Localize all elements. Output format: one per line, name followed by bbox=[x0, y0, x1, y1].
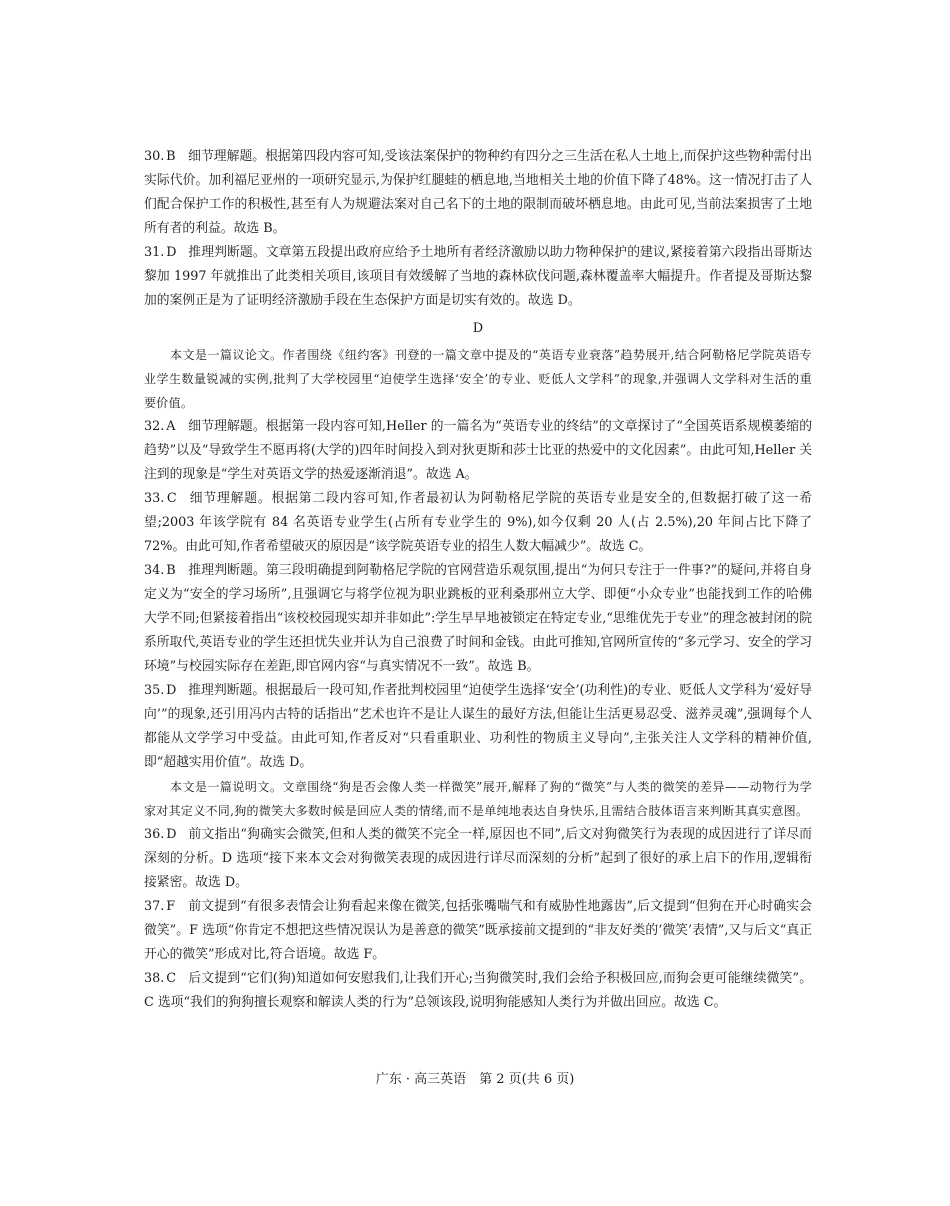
item-answer: D bbox=[166, 245, 177, 260]
item-number: 37. bbox=[144, 899, 165, 914]
item-answer: B bbox=[166, 563, 176, 578]
item-answer: D bbox=[166, 827, 177, 842]
item-number: 36. bbox=[144, 827, 165, 842]
section-d-heading: D bbox=[472, 321, 484, 336]
item-explanation: 推理判断题。文章第五段提出政府应给予土地所有者经济激励以助力物种保护的建议,紧接着第六段指出哥斯达黎加 1997 年就推出了此类相关项目,该项目有效缓解了当地的森林砍伐问题,森林覆盖率大幅提升。作者提及哥斯达黎加的案例正是为了证明经济激励手段在生态保护方面是切实有效的。故选 D。 bbox=[144, 245, 812, 308]
item-answer: A bbox=[166, 419, 176, 434]
answer-item-30 bbox=[144, 145, 812, 241]
item-explanation: 细节理解题。根据第一段内容可知,Heller 的一篇名为“英语专业的终结”的文章探讨了“全国英语系规模萎缩的趋势”以及“导致学生不愿再将(大学的)四年时间投入到对狄更斯和莎士比亚的热爱中的文化因素”。由此可知,Heller 关注到的现象是“学生对英语文学的热爱逐渐消退”。故选 A。 bbox=[144, 419, 812, 482]
answer-item-36 bbox=[144, 823, 812, 895]
section-7-intro: 本文是一篇说明文。文章围绕“狗是否会像人类一样微笑”展开,解释了狗的“微笑”与人类的微笑的差异——动物行为学家对其定义不同,狗的微笑大多数时候是回应人类的情绪,而不是单纯地表达自身快乐,且需结合肢体语言来判断其真实意图。 bbox=[144, 780, 812, 818]
item-explanation: 前文提到“有很多表情会让狗看起来像在微笑,包括张嘴喘气和有威胁性地露齿”,后文提到“但狗在开心时确实会微笑”。F 选项“你肯定不想把这些情况误认为是善意的微笑”既承接前文提到的“非友好类的‘微笑’表情”,又与后文“真正开心的微笑”形成对比,符合语境。故选 F。 bbox=[144, 899, 812, 962]
section-d-intro: 本文是一篇议论文。作者围绕《纽约客》刊登的一篇文章中提及的“英语专业衰落”趋势展开,结合阿勒格尼学院英语专业学生数量锐减的实例,批判了大学校园里“迫使学生选择‘安全’的专业、贬低人文学科”的现象,并强调人文学科对生活的重要价值。 bbox=[144, 348, 812, 410]
item-answer: B bbox=[166, 149, 176, 164]
item-number: 32. bbox=[144, 419, 165, 434]
answer-item-31 bbox=[144, 241, 812, 313]
answer-item-32 bbox=[144, 415, 812, 487]
answer-item-34 bbox=[144, 559, 812, 679]
answer-item-37 bbox=[144, 895, 812, 967]
item-number: 35. bbox=[144, 683, 165, 698]
item-number: 34. bbox=[144, 563, 165, 578]
item-number: 30. bbox=[144, 149, 165, 164]
item-explanation: 推理判断题。第三段明确提到阿勒格尼学院的官网营造乐观氛围,提出“为何只专注于一件事?”的疑问,并将自身定义为“安全的学习场所”,且强调它与将学位视为职业跳板的亚利桑那州立大学、即便“小众专业”也能找到工作的哈佛大学不同;但紧接着指出“该校校园现实却并非如此”:学生早早地被锁定在特定专业,“思维优先于专业”的理念被封闭的院系所取代,英语专业的学生还担忧失业并认为自己浪费了时间和金钱。由此可推知,官网所宣传的“多元学习、安全的学习环境”与校园实际存在差距,即官网内容“与真实情况不一致”。故选 B。 bbox=[144, 563, 812, 674]
item-number: 31. bbox=[144, 245, 165, 260]
item-number: 33. bbox=[144, 491, 165, 506]
answer-item-33 bbox=[144, 487, 812, 559]
item-answer: C bbox=[166, 971, 177, 986]
item-answer: F bbox=[166, 899, 176, 914]
answer-item-38 bbox=[144, 967, 812, 1015]
answer-key-page bbox=[144, 145, 812, 1015]
item-answer: C bbox=[166, 491, 177, 506]
item-explanation: 细节理解题。根据第四段内容可知,受该法案保护的物种约有四分之三生活在私人土地上,而保护这些物种需付出实际代价。加利福尼亚州的一项研究显示,为保护红腿蛙的栖息地,当地相关土地的价值下降了48%。这一情况打击了人们配合保护工作的积极性,甚至有人为规避法案对自己名下的土地的限制而破坏栖息地。由此可见,当前法案损害了土地所有者的利益。故选 B。 bbox=[144, 149, 812, 236]
item-number: 38. bbox=[144, 971, 165, 986]
item-answer: D bbox=[166, 683, 177, 698]
item-explanation: 推理判断题。根据最后一段可知,作者批判校园里“迫使学生选择‘安全’(功利性)的专业、贬低人文学科为‘爱好导向’”的现象,还引用冯内古特的话指出“艺术也许不是让人谋生的最好方法,但能让生活更易忍受、滋养灵魂”,强调每个人都能从文学学习中受益。由此可知,作者反对“只看重职业、功利性的物质主义导向”,主张关注人文学科的精神价值,即“超越实用价值”。故选 D。 bbox=[144, 683, 812, 770]
item-explanation: 前文指出“狗确实会微笑,但和人类的微笑不完全一样,原因也不同”,后文对狗微笑行为表现的成因进行了详尽而深刻的分析。D 选项“接下来本文会对狗微笑表现的成因进行详尽而深刻的分析”起到了很好的承上启下的作用,逻辑衔接紧密。故选 D。 bbox=[144, 827, 812, 890]
item-explanation: 后文提到“它们(狗)知道如何安慰我们,让我们开心;当狗微笑时,我们会给予积极回应,而狗会更可能继续微笑”。C 选项“我们的狗狗擅长观察和解读人类的行为”总领该段,说明狗能感知人类行为并做出回应。故选 C。 bbox=[144, 971, 812, 1010]
page-footer: 广东 · 高三英语 第 2 页(共 6 页) bbox=[375, 1072, 575, 1087]
item-explanation: 细节理解题。根据第二段内容可知,作者最初认为阿勒格尼学院的英语专业是安全的,但数据打破了这一希望;2003 年该学院有 84 名英语专业学生(占所有专业学生的 9%),如今仅剩 20 人(占 2.5%),20 年间占比下降了 72%。由此可知,作者希望破灭的原因是“该学院英语专业的招生人数大幅减少”。故选 C。 bbox=[144, 491, 812, 554]
answer-item-35 bbox=[144, 679, 812, 775]
